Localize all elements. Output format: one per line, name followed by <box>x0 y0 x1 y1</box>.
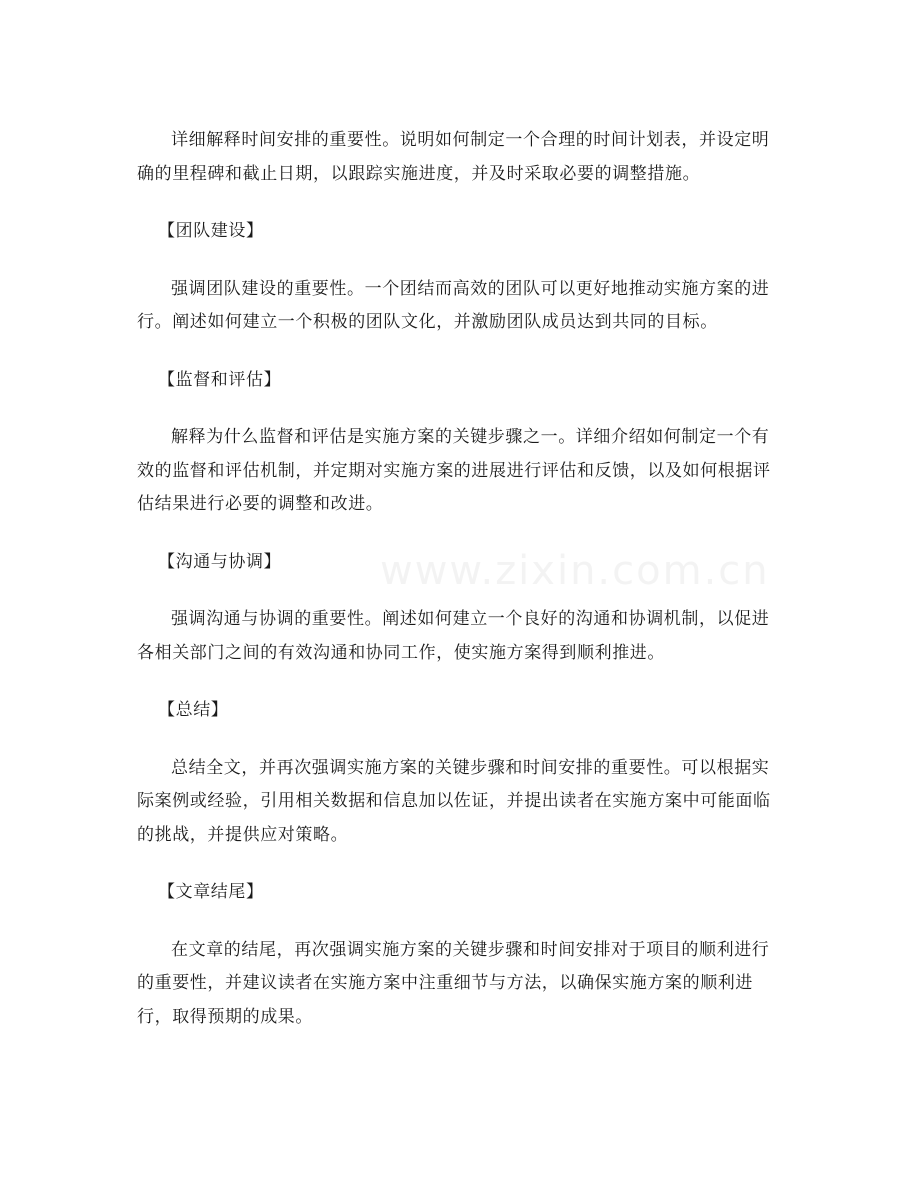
paragraph-team-building: 强调团队建设的重要性。一个团结而高效的团队可以更好地推动实施方案的进行。阐述如何建立一个积极的团队文化，并激励团队成员达到共同的目标。 <box>137 278 770 332</box>
heading-conclusion: 【文章结尾】 <box>158 882 264 902</box>
paragraph-communication-coordination: 强调沟通与协调的重要性。阐述如何建立一个良好的沟通和协调机制，以促进各相关部门之间的有效沟通和协同工作，使实施方案得到顺利推进。 <box>137 609 770 663</box>
heading-summary: 【总结】 <box>158 700 229 720</box>
paragraph-time-arrangement: 详细解释时间安排的重要性。说明如何制定一个合理的时间计划表，并设定明确的里程碑和截止日期，以跟踪实施进度，并及时采取必要的调整措施。 <box>137 130 770 184</box>
heading-supervision-evaluation: 【监督和评估】 <box>158 369 282 390</box>
paragraph-conclusion: 在文章的结尾，再次强调实施方案的关键步骤和时间安排对于项目的顺利进行的重要性，并建议读者在实施方案中注重细节与方法，以确保实施方案的顺利进行，取得预期的成果。 <box>137 939 770 1027</box>
paragraph-supervision-evaluation: 解释为什么监督和评估是实施方案的关键步骤之一。详细介绍如何制定一个有效的监督和评估机制，并定期对实施方案的进展进行评估和反馈，以及如何根据评估结果进行必要的调整和改进。 <box>137 427 771 514</box>
document-body <box>137 124 785 1058</box>
heading-team-building: 【团队建设】 <box>158 221 264 241</box>
paragraph-summary: 总结全文，并再次强调实施方案的关键步骤和时间安排的重要性。可以根据实际案例或经验，引用相关数据和信息加以佐证，并提出读者在实施方案中可能面临的挑战，并提供应对策略。 <box>137 757 771 845</box>
heading-communication-coordination: 【沟通与协调】 <box>158 551 282 572</box>
watermark-text: www.zixin.com.cn <box>380 548 770 594</box>
